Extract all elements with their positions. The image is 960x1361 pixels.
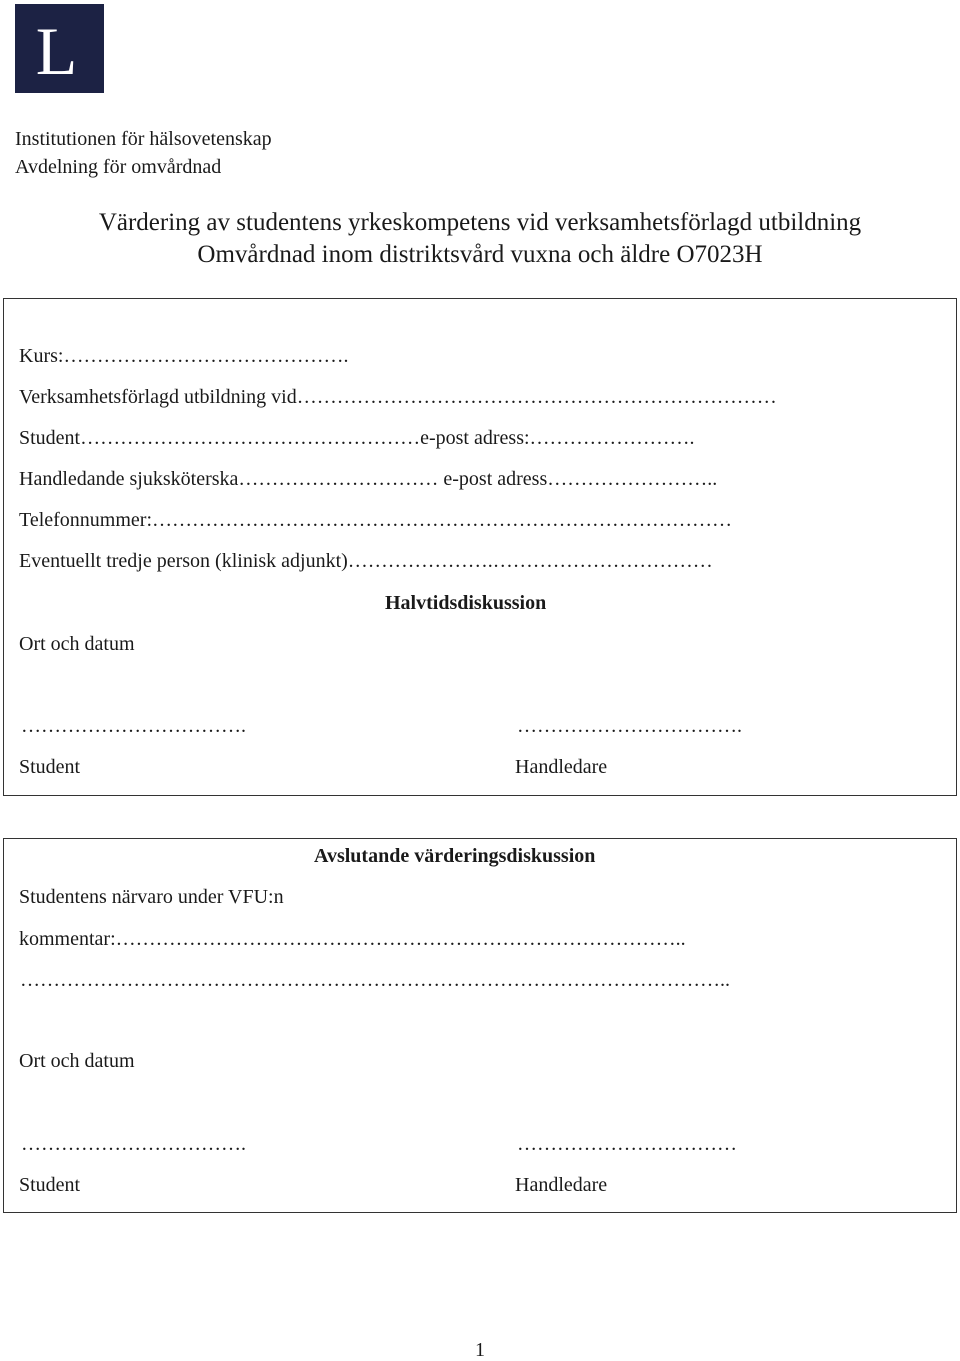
course-field[interactable]: Kurs:……………………………………. — [19, 345, 349, 367]
midterm-heading: Halvtidsdiskussion — [385, 592, 547, 614]
student-email-field[interactable]: Student……………………………………………e-post adress:……………………. — [19, 427, 695, 449]
comment-field-continued[interactable]: …………………………………………………………………………………………….. — [20, 969, 730, 991]
final-student-signature-label: Student — [19, 1174, 81, 1196]
supervisor-signature-line[interactable]: ……………………………. — [517, 715, 742, 737]
place-date-label: Ort och datum — [19, 633, 135, 655]
document-title: Värdering av studentens yrkeskompetens vid verksamhetsförlagd utbildning — [98, 209, 862, 236]
info-box — [3, 298, 957, 796]
supervisor-signature-label: Handledare — [515, 756, 608, 778]
final-heading: Avslutande värderingsdiskussion — [314, 845, 596, 867]
student-signature-label: Student — [19, 756, 81, 778]
placement-field[interactable]: Verksamhetsförlagd utbildning vid……………………………………………………………… — [19, 386, 777, 408]
final-box — [3, 838, 957, 1213]
comment-field[interactable]: kommentar:………………………………………………………………………….. — [19, 928, 686, 950]
final-student-signature-line[interactable]: ……………………………. — [21, 1133, 246, 1155]
final-supervisor-signature-line[interactable]: …………………………… — [517, 1133, 737, 1155]
institution-name: Institutionen för hälsovetenskap — [15, 128, 272, 150]
final-place-date-label: Ort och datum — [19, 1050, 135, 1072]
phone-field[interactable]: Telefonnummer:…………………………………………………………………………… — [19, 509, 732, 531]
final-supervisor-signature-label: Handledare — [515, 1174, 608, 1196]
page-number: 1 — [475, 1339, 485, 1361]
department-name: Avdelning för omvårdnad — [15, 156, 222, 178]
third-person-field[interactable]: Eventuellt tredje person (klinisk adjunkt)………………….…………………………… — [19, 550, 713, 572]
supervisor-email-field[interactable]: Handledande sjuksköterska………………………… e-post adress…………………….. — [19, 468, 718, 490]
logo-letter: L — [35, 12, 78, 89]
attendance-label: Studentens närvaro under VFU:n — [19, 886, 284, 908]
university-logo — [15, 4, 104, 93]
student-signature-line[interactable]: ……………………………. — [21, 715, 246, 737]
course-title: Omvårdnad inom distriktsvård vuxna och äldre O7023H — [197, 241, 763, 268]
